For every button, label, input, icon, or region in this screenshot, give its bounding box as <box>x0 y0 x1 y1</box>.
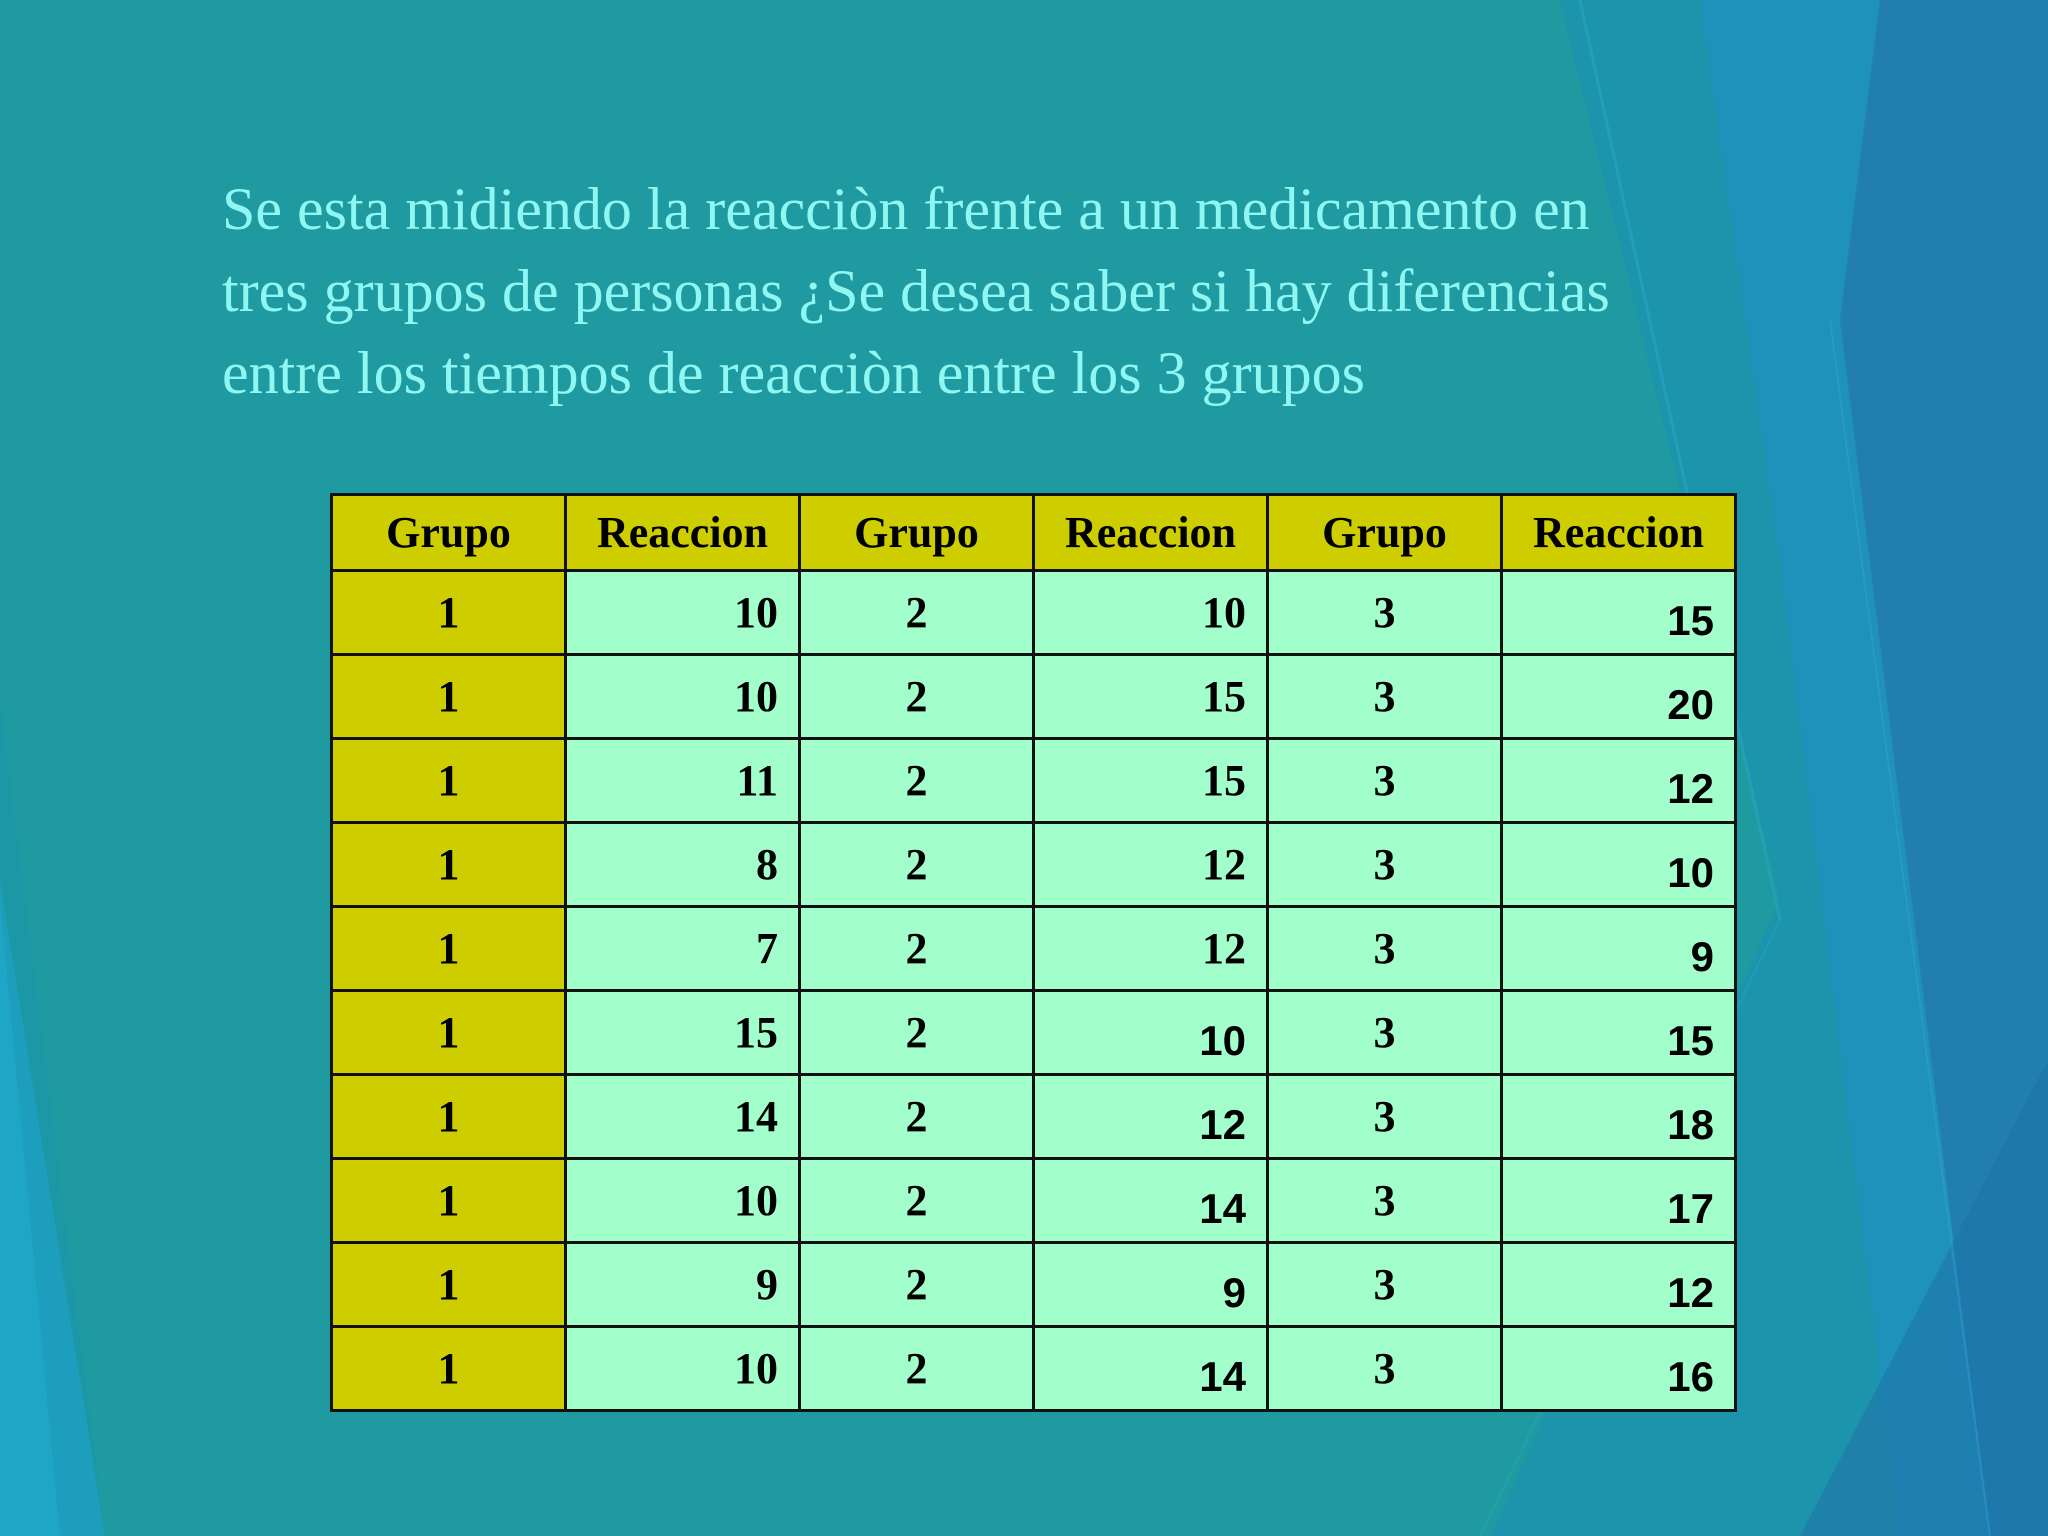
reaction-cell: 12 <box>1034 907 1268 991</box>
reaction-cell: 9 <box>566 1243 800 1327</box>
reaction-cell: 10 <box>1034 571 1268 655</box>
group-cell: 3 <box>1268 823 1502 907</box>
table-row <box>332 991 1736 1075</box>
group-cell: 1 <box>332 1075 566 1159</box>
table-row <box>332 907 1736 991</box>
group-cell: 2 <box>800 1159 1034 1243</box>
table-row <box>332 739 1736 823</box>
header-reaccion: Reaccion <box>1502 495 1736 571</box>
group-cell: 1 <box>332 655 566 739</box>
reaction-cell: 15 <box>566 991 800 1075</box>
reaction-cell: 14 <box>1034 1327 1268 1411</box>
group-cell: 3 <box>1268 1327 1502 1411</box>
title-line: entre los tiempos de reacciòn entre los 3 grupos <box>222 340 1365 406</box>
group-cell: 1 <box>332 823 566 907</box>
table-row <box>332 1159 1736 1243</box>
header-grupo: Grupo <box>800 495 1034 571</box>
table-header-row <box>332 495 1736 571</box>
reaction-cell: 10 <box>566 1327 800 1411</box>
table-row <box>332 655 1736 739</box>
group-cell: 3 <box>1268 991 1502 1075</box>
reaction-cell: 18 <box>1502 1075 1736 1159</box>
header-reaccion: Reaccion <box>566 495 800 571</box>
group-cell: 1 <box>332 991 566 1075</box>
group-cell: 2 <box>800 571 1034 655</box>
header-grupo: Grupo <box>1268 495 1502 571</box>
group-cell: 3 <box>1268 1243 1502 1327</box>
table-body <box>332 571 1736 1411</box>
group-cell: 3 <box>1268 739 1502 823</box>
reaction-cell: 15 <box>1034 739 1268 823</box>
group-cell: 1 <box>332 571 566 655</box>
reaction-cell: 12 <box>1502 739 1736 823</box>
group-cell: 3 <box>1268 1159 1502 1243</box>
group-cell: 3 <box>1268 655 1502 739</box>
table-row <box>332 571 1736 655</box>
table-row <box>332 823 1736 907</box>
reaction-cell: 12 <box>1034 1075 1268 1159</box>
reaction-cell: 7 <box>566 907 800 991</box>
reaction-cell: 9 <box>1502 907 1736 991</box>
group-cell: 3 <box>1268 1075 1502 1159</box>
group-cell: 2 <box>800 823 1034 907</box>
table-row <box>332 1327 1736 1411</box>
group-cell: 1 <box>332 907 566 991</box>
reaction-cell: 10 <box>1502 823 1736 907</box>
group-cell: 2 <box>800 1327 1034 1411</box>
group-cell: 3 <box>1268 907 1502 991</box>
reaction-data-table <box>330 493 1737 1412</box>
reaction-cell: 14 <box>1034 1159 1268 1243</box>
slide-title <box>222 168 1862 414</box>
group-cell: 2 <box>800 907 1034 991</box>
reaction-cell: 12 <box>1034 823 1268 907</box>
group-cell: 2 <box>800 991 1034 1075</box>
reaction-cell: 15 <box>1502 991 1736 1075</box>
reaction-cell: 11 <box>566 739 800 823</box>
title-line: tres grupos de personas ¿Se desea saber si hay diferencias <box>222 258 1610 324</box>
reaction-cell: 10 <box>566 655 800 739</box>
reaction-cell: 14 <box>566 1075 800 1159</box>
reaction-cell: 12 <box>1502 1243 1736 1327</box>
group-cell: 2 <box>800 655 1034 739</box>
table-row <box>332 1075 1736 1159</box>
reaction-cell: 10 <box>566 1159 800 1243</box>
group-cell: 1 <box>332 1243 566 1327</box>
table-row <box>332 1243 1736 1327</box>
reaction-cell: 17 <box>1502 1159 1736 1243</box>
reaction-cell: 15 <box>1034 655 1268 739</box>
group-cell: 1 <box>332 1159 566 1243</box>
header-grupo: Grupo <box>332 495 566 571</box>
group-cell: 2 <box>800 1075 1034 1159</box>
reaction-cell: 8 <box>566 823 800 907</box>
reaction-cell: 10 <box>566 571 800 655</box>
reaction-cell: 20 <box>1502 655 1736 739</box>
group-cell: 3 <box>1268 571 1502 655</box>
reaction-cell: 10 <box>1034 991 1268 1075</box>
title-line: Se esta midiendo la reacciòn frente a un medicamento en <box>222 176 1590 242</box>
group-cell: 1 <box>332 739 566 823</box>
reaction-cell: 16 <box>1502 1327 1736 1411</box>
group-cell: 2 <box>800 739 1034 823</box>
group-cell: 1 <box>332 1327 566 1411</box>
reaction-cell: 15 <box>1502 571 1736 655</box>
reaction-cell: 9 <box>1034 1243 1268 1327</box>
group-cell: 2 <box>800 1243 1034 1327</box>
header-reaccion: Reaccion <box>1034 495 1268 571</box>
